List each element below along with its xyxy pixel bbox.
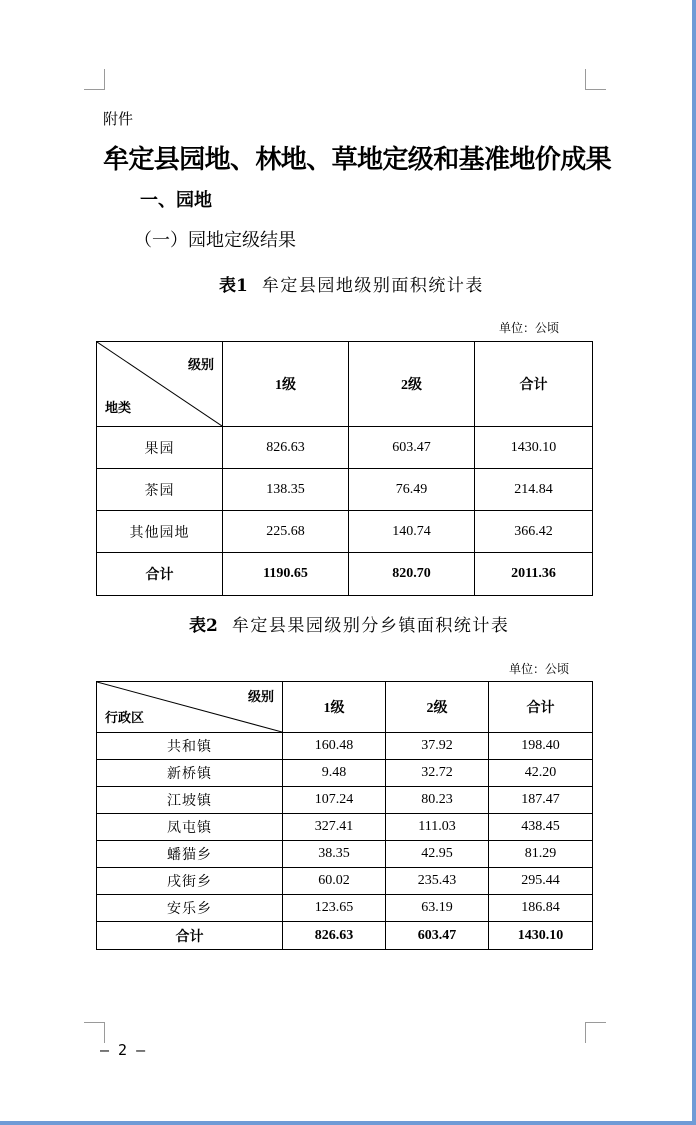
attachment-label: 附件 (103, 110, 134, 128)
margin-mark-bottom-left (84, 1022, 105, 1043)
table1-corner-bottom: 地类 (105, 401, 132, 416)
table-row (97, 427, 593, 469)
table-cell: 1430.10 (475, 427, 593, 469)
total-cell: 1190.65 (223, 553, 349, 596)
table1-corner-top: 级别 (187, 358, 214, 373)
table-row (97, 787, 593, 814)
table1-col-header: 2级 (349, 342, 475, 427)
table-cell: 225.68 (223, 511, 349, 553)
total-cell: 603.47 (386, 922, 489, 950)
table-cell: 186.84 (489, 895, 593, 922)
table1-unit: 单位：公顷 (499, 321, 560, 335)
section-heading: 一、园地 (140, 190, 212, 211)
table2-caption-text: 牟定县果园级别分乡镇面积统计表 (231, 616, 510, 636)
table1-col-header: 1级 (223, 342, 349, 427)
table-cell: 37.92 (386, 733, 489, 760)
table2-col-header: 合计 (489, 682, 593, 733)
table-row (97, 469, 593, 511)
table-row (97, 511, 593, 553)
table2-col-header: 2级 (386, 682, 489, 733)
table2-total-row (97, 922, 593, 950)
table-cell: 9.48 (283, 760, 386, 787)
table2-corner-top: 级别 (247, 690, 274, 705)
window-border-bottom (0, 1121, 696, 1125)
table-row (97, 841, 593, 868)
table2-corner-cell (97, 682, 283, 733)
page-number: — 2 — (100, 1041, 146, 1059)
table2-caption (189, 611, 509, 636)
row-label: 果园 (97, 427, 223, 469)
table1-header-row (97, 342, 593, 427)
row-label: 茶园 (97, 469, 223, 511)
table-cell: 111.03 (386, 814, 489, 841)
table-row (97, 733, 593, 760)
table-cell: 63.19 (386, 895, 489, 922)
table-row (97, 814, 593, 841)
document-title: 牟定县园地、林地、草地定级和基准地价成果 (103, 145, 612, 175)
table-cell: 366.42 (475, 511, 593, 553)
total-cell: 1430.10 (489, 922, 593, 950)
table2-unit: 单位：公顷 (509, 662, 570, 676)
table-row (97, 760, 593, 787)
table-cell: 107.24 (283, 787, 386, 814)
table-cell: 81.29 (489, 841, 593, 868)
window-border-right (692, 0, 696, 1125)
margin-mark-top-left (84, 69, 105, 90)
table-cell: 42.95 (386, 841, 489, 868)
table-cell: 214.84 (475, 469, 593, 511)
table-cell: 603.47 (349, 427, 475, 469)
table1-corner-cell (97, 342, 223, 427)
margin-mark-top-right (585, 69, 606, 90)
table-cell: 187.47 (489, 787, 593, 814)
table2-number: 表2 (189, 616, 218, 636)
row-label: 江坡镇 (97, 787, 283, 814)
table-cell: 160.48 (283, 733, 386, 760)
table1-caption-text: 牟定县园地级别面积统计表 (261, 276, 484, 296)
table-cell: 32.72 (386, 760, 489, 787)
table2-corner-bottom: 行政区 (105, 711, 145, 726)
table1-total-row (97, 553, 593, 596)
table-cell: 198.40 (489, 733, 593, 760)
table-cell: 123.65 (283, 895, 386, 922)
row-label: 共和镇 (97, 733, 283, 760)
table-row (97, 895, 593, 922)
table2-header-row (97, 682, 593, 733)
table2 (96, 681, 593, 950)
total-cell: 820.70 (349, 553, 475, 596)
subsection-heading: （一）园地定级结果 (134, 230, 296, 251)
row-label: 戌街乡 (97, 868, 283, 895)
table-cell: 140.74 (349, 511, 475, 553)
table-cell: 42.20 (489, 760, 593, 787)
total-cell: 826.63 (283, 922, 386, 950)
row-label: 蟠猫乡 (97, 841, 283, 868)
table-cell: 60.02 (283, 868, 386, 895)
table2-col-header: 1级 (283, 682, 386, 733)
table1-number: 表1 (219, 276, 248, 296)
table-cell: 327.41 (283, 814, 386, 841)
row-label: 新桥镇 (97, 760, 283, 787)
table-row (97, 868, 593, 895)
table-cell: 235.43 (386, 868, 489, 895)
table-cell: 76.49 (349, 469, 475, 511)
table1-caption (219, 271, 484, 296)
table-cell: 295.44 (489, 868, 593, 895)
total-cell: 2011.36 (475, 553, 593, 596)
table-cell: 826.63 (223, 427, 349, 469)
row-label: 安乐乡 (97, 895, 283, 922)
table1 (96, 341, 593, 596)
table-cell: 80.23 (386, 787, 489, 814)
row-label: 其他园地 (97, 511, 223, 553)
total-label: 合计 (97, 553, 223, 596)
total-label: 合计 (97, 922, 283, 950)
table-cell: 438.45 (489, 814, 593, 841)
table1-col-header: 合计 (475, 342, 593, 427)
table-cell: 138.35 (223, 469, 349, 511)
table-cell: 38.35 (283, 841, 386, 868)
margin-mark-bottom-right (585, 1022, 606, 1043)
row-label: 凤屯镇 (97, 814, 283, 841)
